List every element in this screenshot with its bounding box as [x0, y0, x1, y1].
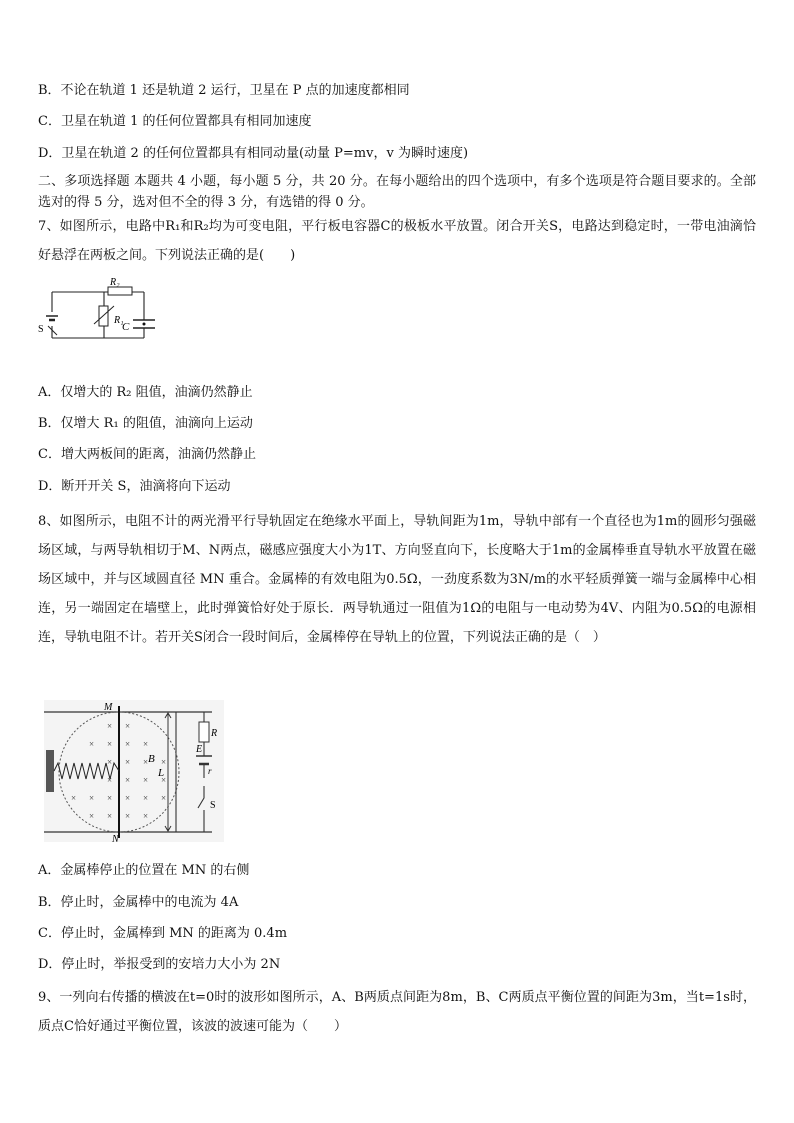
field-cross-mark: ×: [161, 775, 167, 785]
field-cross-mark: ×: [125, 757, 131, 767]
q8-option-b: B．停止时，金属棒中的电流为 4A: [38, 895, 239, 910]
field-cross-mark: ×: [125, 775, 131, 785]
field-cross-mark: ×: [143, 793, 149, 803]
q8-option-c: C．停止时，金属棒到 MN 的距离为 0.4m: [38, 926, 288, 941]
q8-option-d: D．停止时，举报受到的安培力大小为 2N: [38, 957, 281, 972]
label-n: N: [112, 834, 119, 845]
field-cross-mark: ×: [107, 721, 113, 731]
label-m: M: [104, 702, 113, 713]
q6-option-b: B．不论在轨道 1 还是轨道 2 运行，卫星在 P 点的加速度都相同: [38, 83, 410, 98]
question-9-stem: 9、一列向右传播的横波在t=0时的波形如图所示，A、B两质点间距为8m，B、C两质点平衡位置的间距为3m，当t=1s时，质点C恰好通过平衡位置，该波的波速可能为（ ）: [38, 990, 756, 1034]
field-cross-mark: ×: [107, 757, 113, 767]
field-cross-mark: ×: [143, 757, 149, 767]
question-7-stem: 7、如图所示，电路中R₁和R₂均为可变电阻，平行板电容器C的极板水平放置。闭合开关S，电路达到稳定时，一带电油滴恰好悬浮在两板之间。下列说法正确的是( ): [38, 219, 756, 263]
label-s: S: [38, 324, 44, 335]
question-8-rail-figure: [44, 700, 224, 845]
label-c: C: [122, 321, 130, 333]
question-8-stem: 8、如图所示，电阻不计的两光滑平行导轨固定在绝缘水平面上，导轨间距为1m，导轨中部有一个直径也为1m的圆形匀强磁场区域，与两导轨相切于M、N两点，磁感应强度大小为1T、方向竖直向下，长度略大于1m的金属棒垂直导轨水平放置在磁场区域中，并与区域圆直径 MN 重合。金属棒的有效电阻为0.5Ω，一劲度系数为3N/m的水平轻质弹簧一端与金属棒中心相连，另一端固定在墙壁上，此时弹簧恰好处于原长．两导轨通过一阻值为1Ω的电阻与一电动势为4V、内阻为0.5Ω的电源相连，导轨电阻不计。若开关S闭合一段时间后，金属棒停在导轨上的位置，下列说法正确的是（ ）: [38, 514, 756, 645]
q8-option-a: A．金属棒停止的位置在 MN 的右侧: [38, 863, 250, 878]
q7-option-b: B．仅增大 R₁ 的阻值，油滴向上运动: [38, 416, 253, 431]
field-cross-mark: ×: [125, 811, 131, 821]
label-l: L: [158, 767, 165, 779]
field-cross-mark: ×: [161, 793, 167, 803]
q7-option-d: D．断开开关 S，油滴将向下运动: [38, 479, 231, 494]
q6-option-c: C．卫星在轨道 1 的任何位置都具有相同加速度: [38, 114, 312, 129]
field-cross-mark: ×: [107, 811, 113, 821]
label-e: E: [196, 744, 203, 755]
label-r2: R₂: [110, 277, 120, 288]
field-cross-mark: ×: [71, 793, 77, 803]
field-cross-mark: ×: [143, 775, 149, 785]
field-cross-mark: ×: [107, 739, 113, 749]
label-r-internal: r: [208, 766, 212, 776]
q7-option-a: A．仅增大的 R₂ 阻值，油滴仍然静止: [38, 385, 253, 400]
label-s-switch: S: [210, 800, 216, 811]
field-cross-mark: ×: [107, 793, 113, 803]
q6-option-d: D．卫星在轨道 2 的任何位置都具有相同动量(动量 P=mv，v 为瞬时速度): [38, 146, 469, 161]
field-cross-mark: ×: [107, 775, 113, 785]
field-cross-mark: ×: [125, 793, 131, 803]
field-cross-mark: ×: [143, 739, 149, 749]
field-cross-mark: ×: [125, 721, 131, 731]
field-cross-mark: ×: [125, 739, 131, 749]
label-b: B: [148, 753, 155, 765]
question-7-circuit-figure: [36, 278, 166, 354]
field-cross-mark: ×: [89, 739, 95, 749]
field-cross-mark: ×: [89, 811, 95, 821]
label-r1: R₁: [114, 315, 124, 326]
field-cross-mark: ×: [143, 811, 149, 821]
field-cross-mark: ×: [161, 757, 167, 767]
label-r: R: [211, 728, 218, 739]
section-2-heading: 二、多项选择题 本题共 4 小题，每小题 5 分，共 20 分。在每小题给出的四个选项中，有多个选项是符合题目要求的。全部选对的得 5 分，选对但不全的得 3 分，有选错的得 0 分。: [38, 174, 756, 210]
field-cross-mark: ×: [89, 793, 95, 803]
q7-option-c: C．增大两板间的距离，油滴仍然静止: [38, 447, 256, 462]
